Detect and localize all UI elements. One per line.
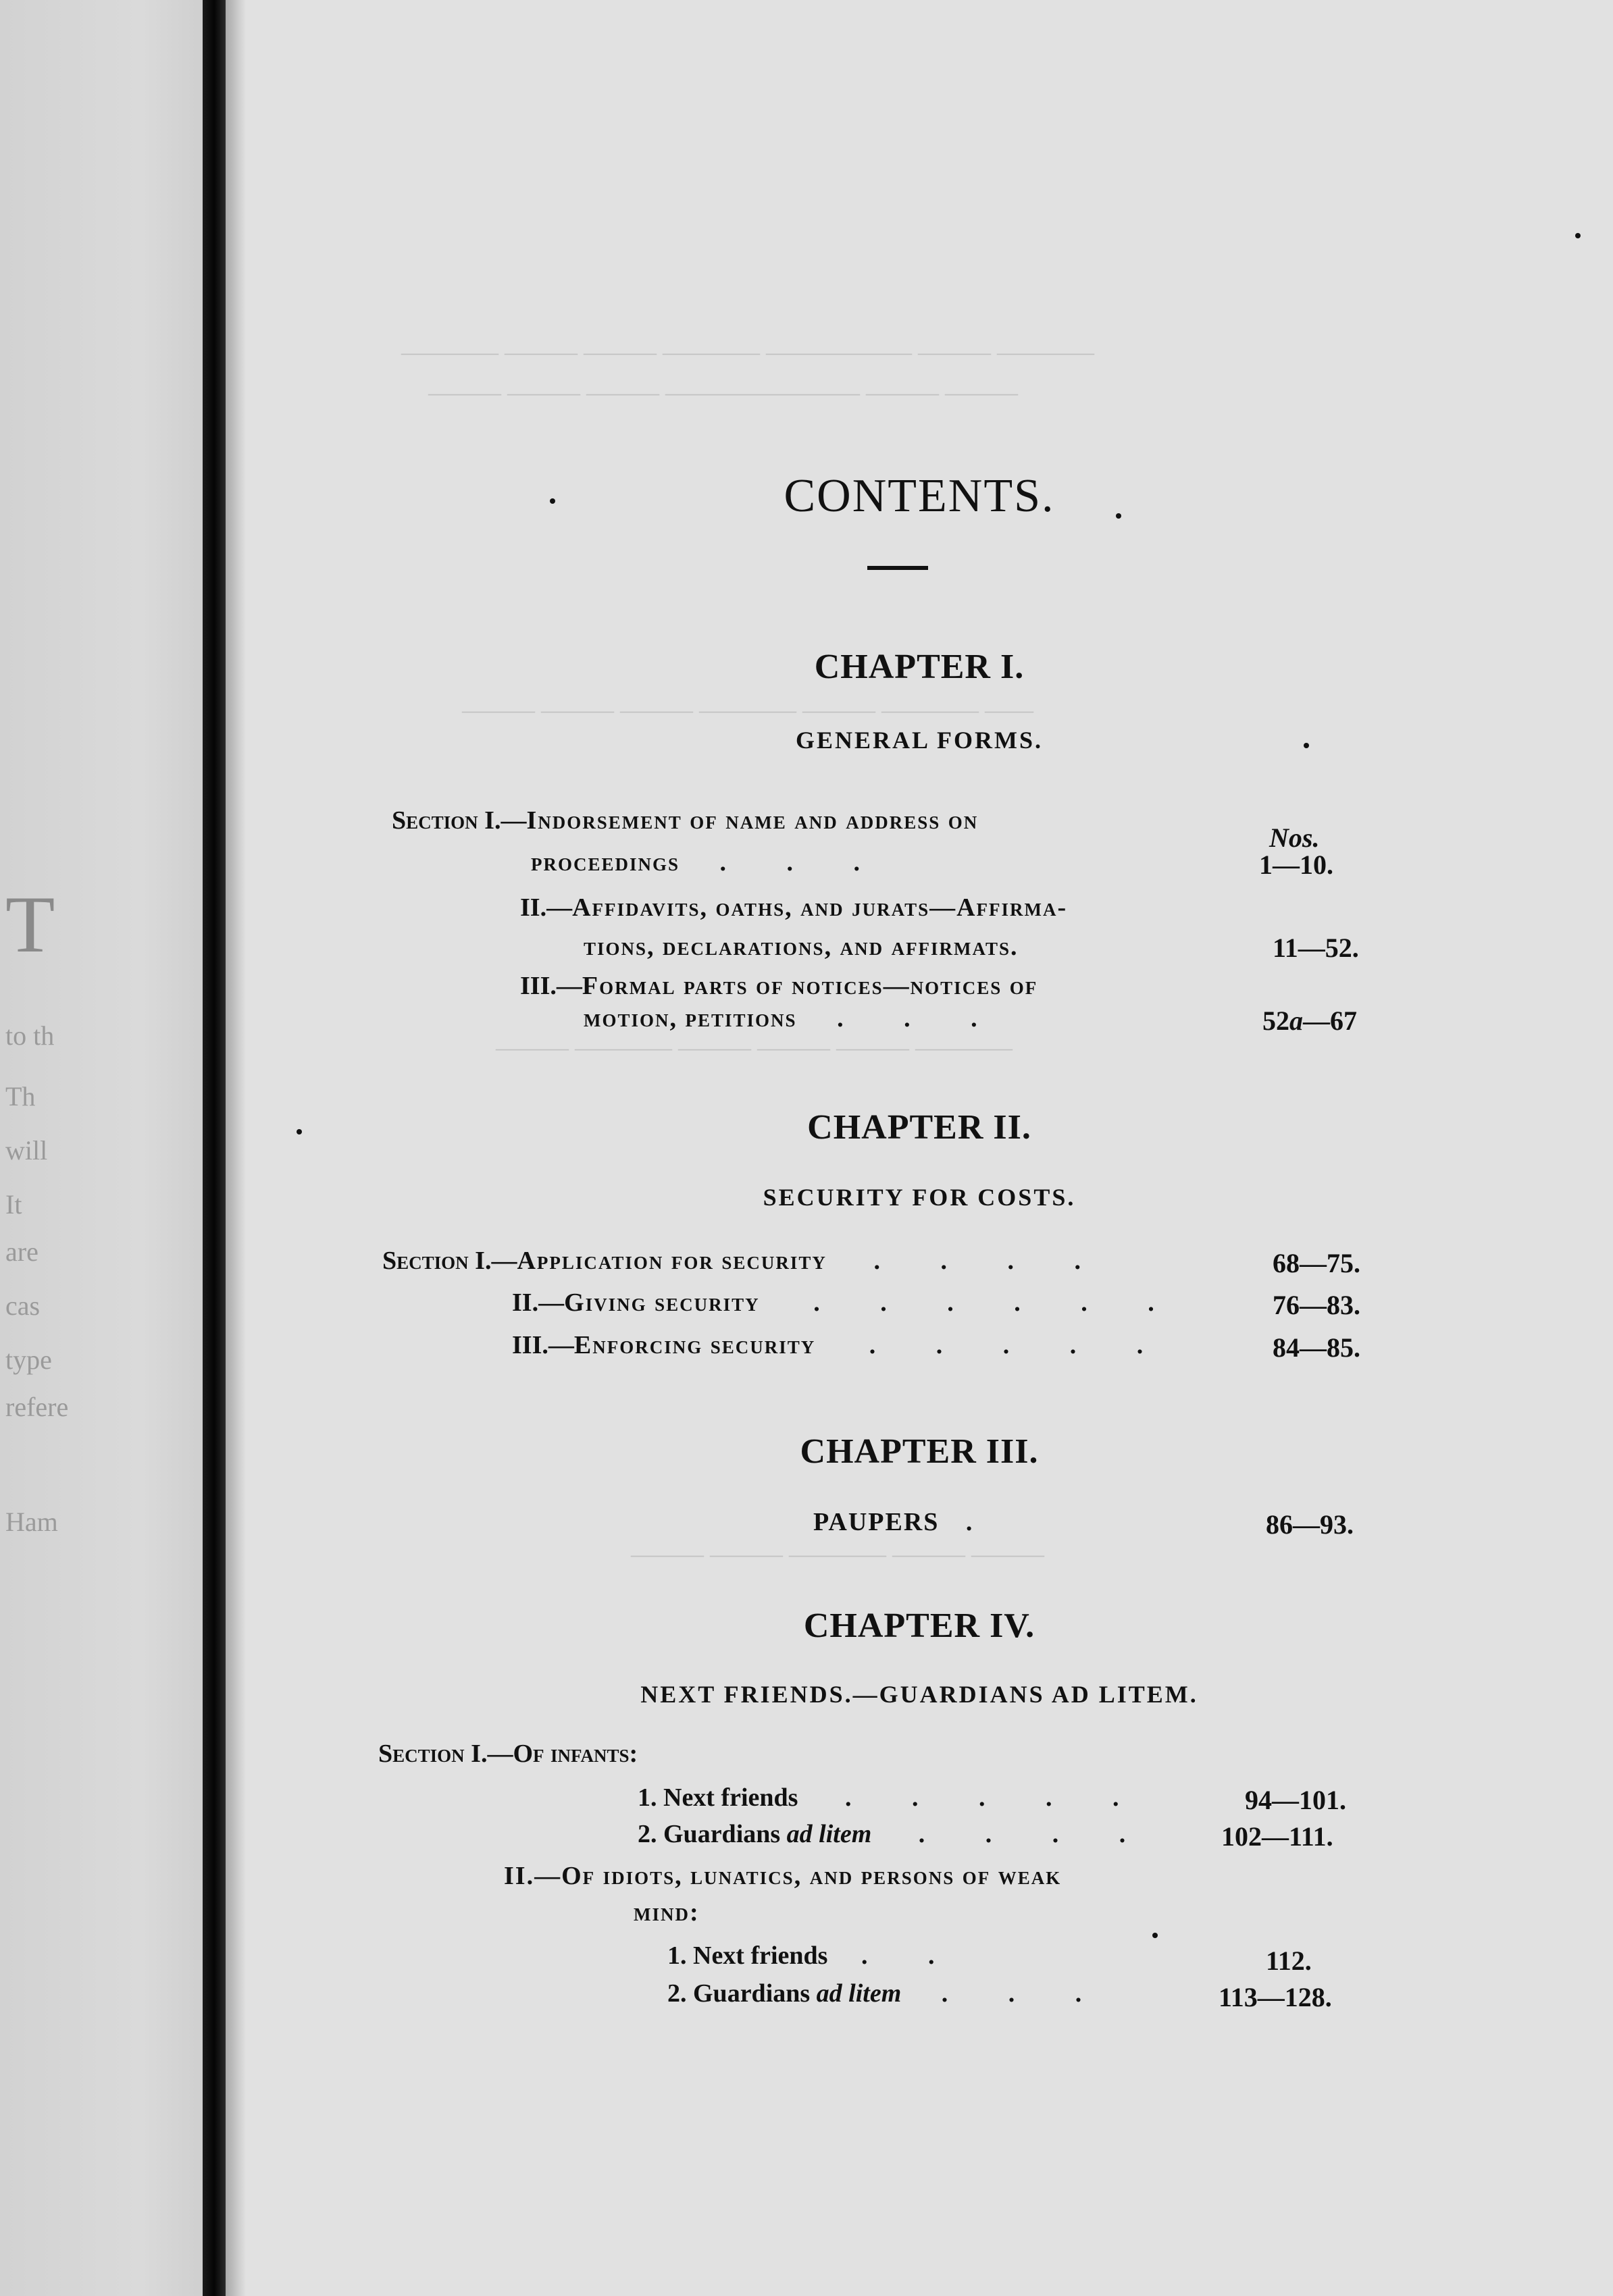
- chapter-heading: CHAPTER II.: [807, 1108, 1031, 1147]
- toc-entry[interactable]: [392, 806, 978, 835]
- section-label: II.—: [512, 1288, 565, 1317]
- item-number: 1.: [638, 1783, 657, 1812]
- bleed-through-texture: ——— ——— ——— ———————— ——— ———: [428, 379, 1018, 406]
- toc-entry[interactable]: [382, 1246, 1108, 1276]
- toc-entry-continued: [584, 932, 1019, 962]
- bleed-through-texture: ——— ——— ———— ——— ———: [631, 1540, 1044, 1567]
- leader-dots: . . .: [719, 848, 888, 877]
- scan-speck: [1116, 513, 1121, 519]
- bleed-through-texture: ——— ——— ——— ———— ——— ———— ——: [462, 696, 1033, 723]
- entry-numbers: 94—101.: [1245, 1785, 1346, 1815]
- left-page-fragment: It: [5, 1189, 22, 1220]
- toc-entry[interactable]: [638, 1819, 1152, 1849]
- entry-title: Guardians ad litem: [693, 1979, 902, 2008]
- left-page-fragment: refere: [5, 1392, 69, 1422]
- entry-numbers: 102—111.: [1221, 1821, 1333, 1852]
- section-label: Section I.—: [382, 1247, 517, 1275]
- scan-speck: [1152, 1933, 1158, 1938]
- bleed-through-texture: ——— ———— ——— ——— ——— ————: [496, 1034, 1013, 1061]
- leader-dots: . . . . .: [869, 1331, 1171, 1359]
- scan-speck: [297, 1129, 302, 1134]
- leader-dots: .: [965, 1508, 973, 1536]
- item-number: 2.: [638, 1820, 657, 1848]
- chapter-subheading: SECURITY FOR COSTS.: [763, 1184, 1076, 1211]
- section-label: Section I.—: [392, 806, 527, 835]
- left-page-fragment: cas: [5, 1290, 41, 1321]
- entry-numbers: 86—93.: [1266, 1509, 1354, 1540]
- toc-entry[interactable]: [667, 1941, 961, 1971]
- chapter-subheading: GENERAL FORMS.: [795, 727, 1044, 754]
- title-rule: [867, 566, 928, 570]
- entry-title: Affidavits, oaths, and jurats—Affirma-: [572, 893, 1068, 922]
- toc-entry[interactable]: [520, 971, 1038, 1001]
- entry-title: Giving security: [564, 1288, 760, 1317]
- scan-speck: [1304, 743, 1309, 748]
- toc-entry[interactable]: [813, 1507, 972, 1537]
- entry-numbers: 84—85.: [1273, 1332, 1360, 1363]
- leader-dots: . . .: [837, 1004, 1004, 1033]
- left-page-edge: [0, 0, 203, 2296]
- entry-title: Application for security: [517, 1247, 827, 1275]
- page-title: CONTENTS.: [784, 470, 1055, 522]
- scan-speck: [1575, 233, 1581, 238]
- entry-numbers: 76—83.: [1273, 1290, 1360, 1320]
- toc-entry[interactable]: [520, 893, 1067, 922]
- section-label: II.—: [520, 893, 573, 922]
- entry-numbers: 68—75.: [1273, 1248, 1360, 1278]
- entry-title: tions, declarations, and affirmats.: [584, 933, 1019, 961]
- leader-dots: . . . .: [873, 1247, 1108, 1275]
- entry-title: motion, petitions: [584, 1004, 797, 1033]
- item-number: 1.: [667, 1941, 687, 1970]
- left-page-fragment: T: [5, 879, 55, 969]
- toc-entry[interactable]: [667, 1979, 1108, 2008]
- nos-label: Nos.: [1269, 823, 1320, 853]
- left-page-fragment: will: [5, 1135, 48, 1166]
- gutter-shadow: [226, 0, 246, 2296]
- left-page-fragment: are: [5, 1236, 39, 1267]
- left-page-fragment: Ham: [5, 1507, 58, 1537]
- entry-title: Next friends: [693, 1941, 828, 1970]
- section-label: III.—: [520, 972, 582, 1000]
- entry-numbers: 112.: [1266, 1946, 1312, 1976]
- left-page-fragment: Th: [5, 1081, 36, 1112]
- scan-speck: [550, 498, 555, 504]
- entry-numbers: 52a—67: [1262, 1006, 1357, 1036]
- entry-title: Enforcing security: [573, 1331, 816, 1359]
- chapter-subheading: NEXT FRIENDS.—GUARDIANS AD LITEM.: [640, 1681, 1198, 1708]
- entry-title: Next friends: [663, 1783, 798, 1812]
- toc-entry[interactable]: [512, 1288, 1181, 1317]
- section-heading-continued: mind:: [634, 1898, 700, 1927]
- entry-title: Indorsement of name and address on: [526, 806, 979, 835]
- chapter-heading: CHAPTER I.: [814, 648, 1025, 686]
- book-gutter: [203, 0, 226, 2296]
- chapter-heading: CHAPTER IV.: [803, 1607, 1035, 1645]
- leader-dots: . . . . .: [844, 1783, 1146, 1812]
- entry-numbers: 11—52.: [1273, 933, 1359, 963]
- bleed-through-texture: ———— ——— ——— ———— —————— ——— ————: [401, 338, 1094, 365]
- entry-title: PAUPERS: [813, 1508, 940, 1536]
- item-number: 2.: [667, 1979, 687, 2008]
- leader-dots: . .: [861, 1941, 962, 1970]
- entry-numbers: 113—128.: [1219, 1982, 1332, 2012]
- entry-title: Guardians ad litem: [663, 1820, 872, 1848]
- left-page-fragment: to th: [5, 1020, 55, 1051]
- toc-entry-continued: [584, 1003, 1004, 1033]
- entry-numbers: 1—10.: [1259, 850, 1333, 880]
- leader-dots: . . . . . .: [813, 1288, 1181, 1317]
- leader-dots: . . .: [941, 1979, 1109, 2008]
- chapter-heading: CHAPTER III.: [800, 1432, 1039, 1471]
- contents-page: [226, 0, 1613, 2296]
- toc-entry[interactable]: [638, 1783, 1146, 1812]
- entry-title: Formal parts of notices—notices of: [582, 972, 1038, 1000]
- section-label: III.—: [512, 1331, 574, 1359]
- section-heading: II.—Of idiots, lunatics, and persons of weak: [504, 1862, 1062, 1890]
- toc-entry[interactable]: [512, 1330, 1170, 1360]
- leader-dots: . . . .: [918, 1820, 1153, 1848]
- left-page-fragment: type: [5, 1345, 52, 1375]
- entry-title: proceedings: [531, 848, 680, 877]
- section-heading: Section I.—Of infants:: [378, 1740, 638, 1768]
- toc-entry-continued: [531, 847, 887, 877]
